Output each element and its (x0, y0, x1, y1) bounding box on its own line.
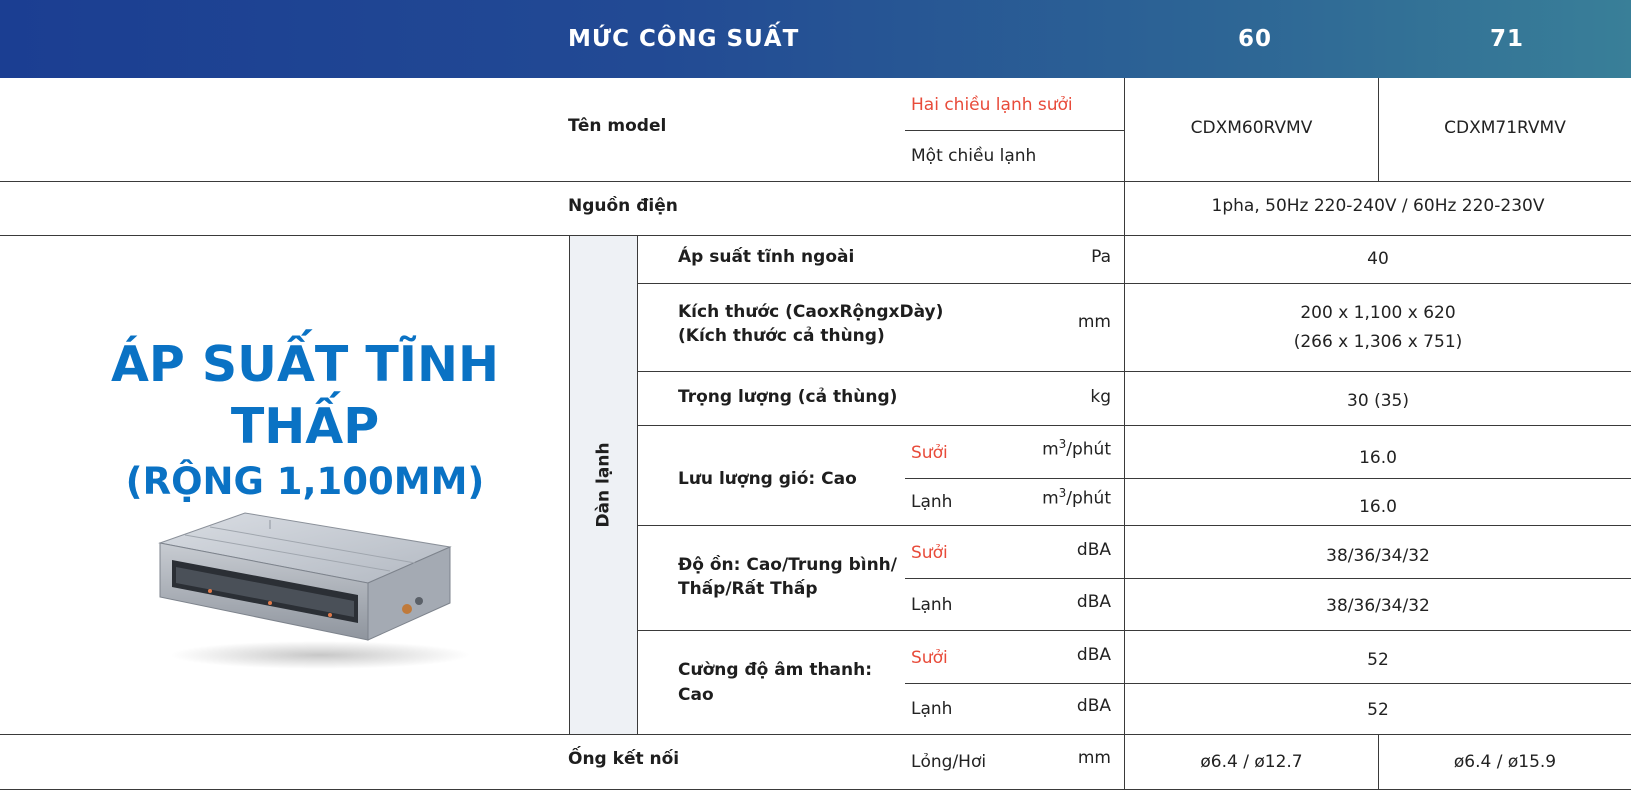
noise-heat-label: Sưởi (911, 543, 948, 563)
noise-cool-unit: dBA (1076, 592, 1111, 612)
divider (905, 130, 1124, 131)
piping-value-60: ø6.4 / ø12.7 (1200, 752, 1303, 772)
divider (905, 578, 1631, 579)
dimensions-value: 200 x 1,100 x 620 (1300, 303, 1456, 323)
airflow-heat-label: Sưởi (911, 443, 948, 463)
divider (1124, 78, 1125, 790)
sound-power-cool-value: 52 (1367, 700, 1389, 720)
divider (0, 235, 1631, 236)
heat-cool-label: Hai chiều lạnh sưởi (911, 95, 1073, 115)
dimensions-label: Kích thước (CaoxRộngxDày) (678, 302, 944, 322)
indoor-unit-label: Dàn lạnh (593, 442, 614, 528)
sound-power-cool-unit: dBA (1076, 696, 1111, 716)
noise-cool-label: Lạnh (911, 595, 953, 615)
sound-power-heat-value: 52 (1367, 650, 1389, 670)
airflow-cool-value: 16.0 (1359, 497, 1397, 517)
cool-only-label: Một chiều lạnh (911, 146, 1037, 166)
piping-sub-label: Lỏng/Hơi (911, 752, 987, 772)
dimensions-label-box: (Kích thước cả thùng) (678, 326, 885, 346)
noise-label-cont: Thấp/Rất Thấp (678, 579, 818, 599)
static-pressure-unit: Pa (1091, 247, 1111, 267)
weight-value: 30 (35) (1347, 391, 1409, 411)
model-value-71: CDXM71RVMV (1444, 118, 1566, 138)
divider (0, 181, 1631, 182)
static-pressure-label: Áp suất tĩnh ngoài (678, 247, 855, 267)
noise-label: Độ ồn: Cao/Trung bình/ (678, 555, 897, 575)
noise-heat-value: 38/36/34/32 (1326, 546, 1430, 566)
dimensions-unit: mm (1077, 312, 1111, 332)
noise-cool-value: 38/36/34/32 (1326, 596, 1430, 616)
divider (905, 478, 1631, 479)
static-pressure-value: 40 (1367, 249, 1389, 269)
weight-unit: kg (1090, 387, 1111, 407)
divider (638, 283, 1631, 284)
airflow-cool-label: Lạnh (911, 492, 953, 512)
sound-power-cool-label: Lạnh (911, 699, 953, 719)
sound-power-label: Cường độ âm thanh: (678, 660, 873, 680)
piping-value-71: ø6.4 / ø15.9 (1453, 752, 1557, 772)
product-subtitle: (RỘNG 1,100MM) (125, 460, 485, 503)
header-col-60: 60 (1238, 26, 1273, 52)
product-title: ÁP SUẤT TĨNH (110, 336, 500, 393)
piping-unit: mm (1077, 748, 1111, 768)
model-value-60: CDXM60RVMV (1190, 118, 1313, 138)
power-value: 1pha, 50Hz 220-240V / 60Hz 220-230V (1211, 196, 1545, 216)
airflow-cool-unit: $m^3$/phút (1042, 486, 1111, 509)
weight-label: Trọng lượng (cả thùng) (678, 387, 898, 407)
noise-heat-unit: dBA (1076, 540, 1111, 560)
sound-power-label-cont: Cao (678, 685, 714, 705)
divider (638, 371, 1631, 372)
airflow-heat-value: 16.0 (1359, 448, 1397, 468)
header-bar (0, 0, 1631, 78)
header-title: MỨC CÔNG SUẤT (568, 26, 800, 52)
power-label: Nguồn điện (568, 196, 678, 216)
airflow-heat-unit: $m^3$/phút (1042, 437, 1111, 460)
divider (905, 683, 1631, 684)
sound-power-heat-label: Sưởi (911, 648, 948, 668)
divider (638, 425, 1631, 426)
product-image (150, 505, 470, 675)
airflow-label: Lưu lượng gió: Cao (678, 469, 857, 489)
model-label: Tên model (568, 116, 667, 136)
product-title-cont: THẤP (230, 398, 380, 455)
sound-power-heat-unit: dBA (1076, 645, 1111, 665)
divider (638, 525, 1631, 526)
header-col-71: 71 (1490, 26, 1525, 52)
divider (0, 734, 1631, 735)
piping-label: Ống kết nối (568, 749, 680, 769)
divider (638, 630, 1631, 631)
dimensions-value-box: (266 x 1,306 x 751) (1293, 332, 1463, 352)
